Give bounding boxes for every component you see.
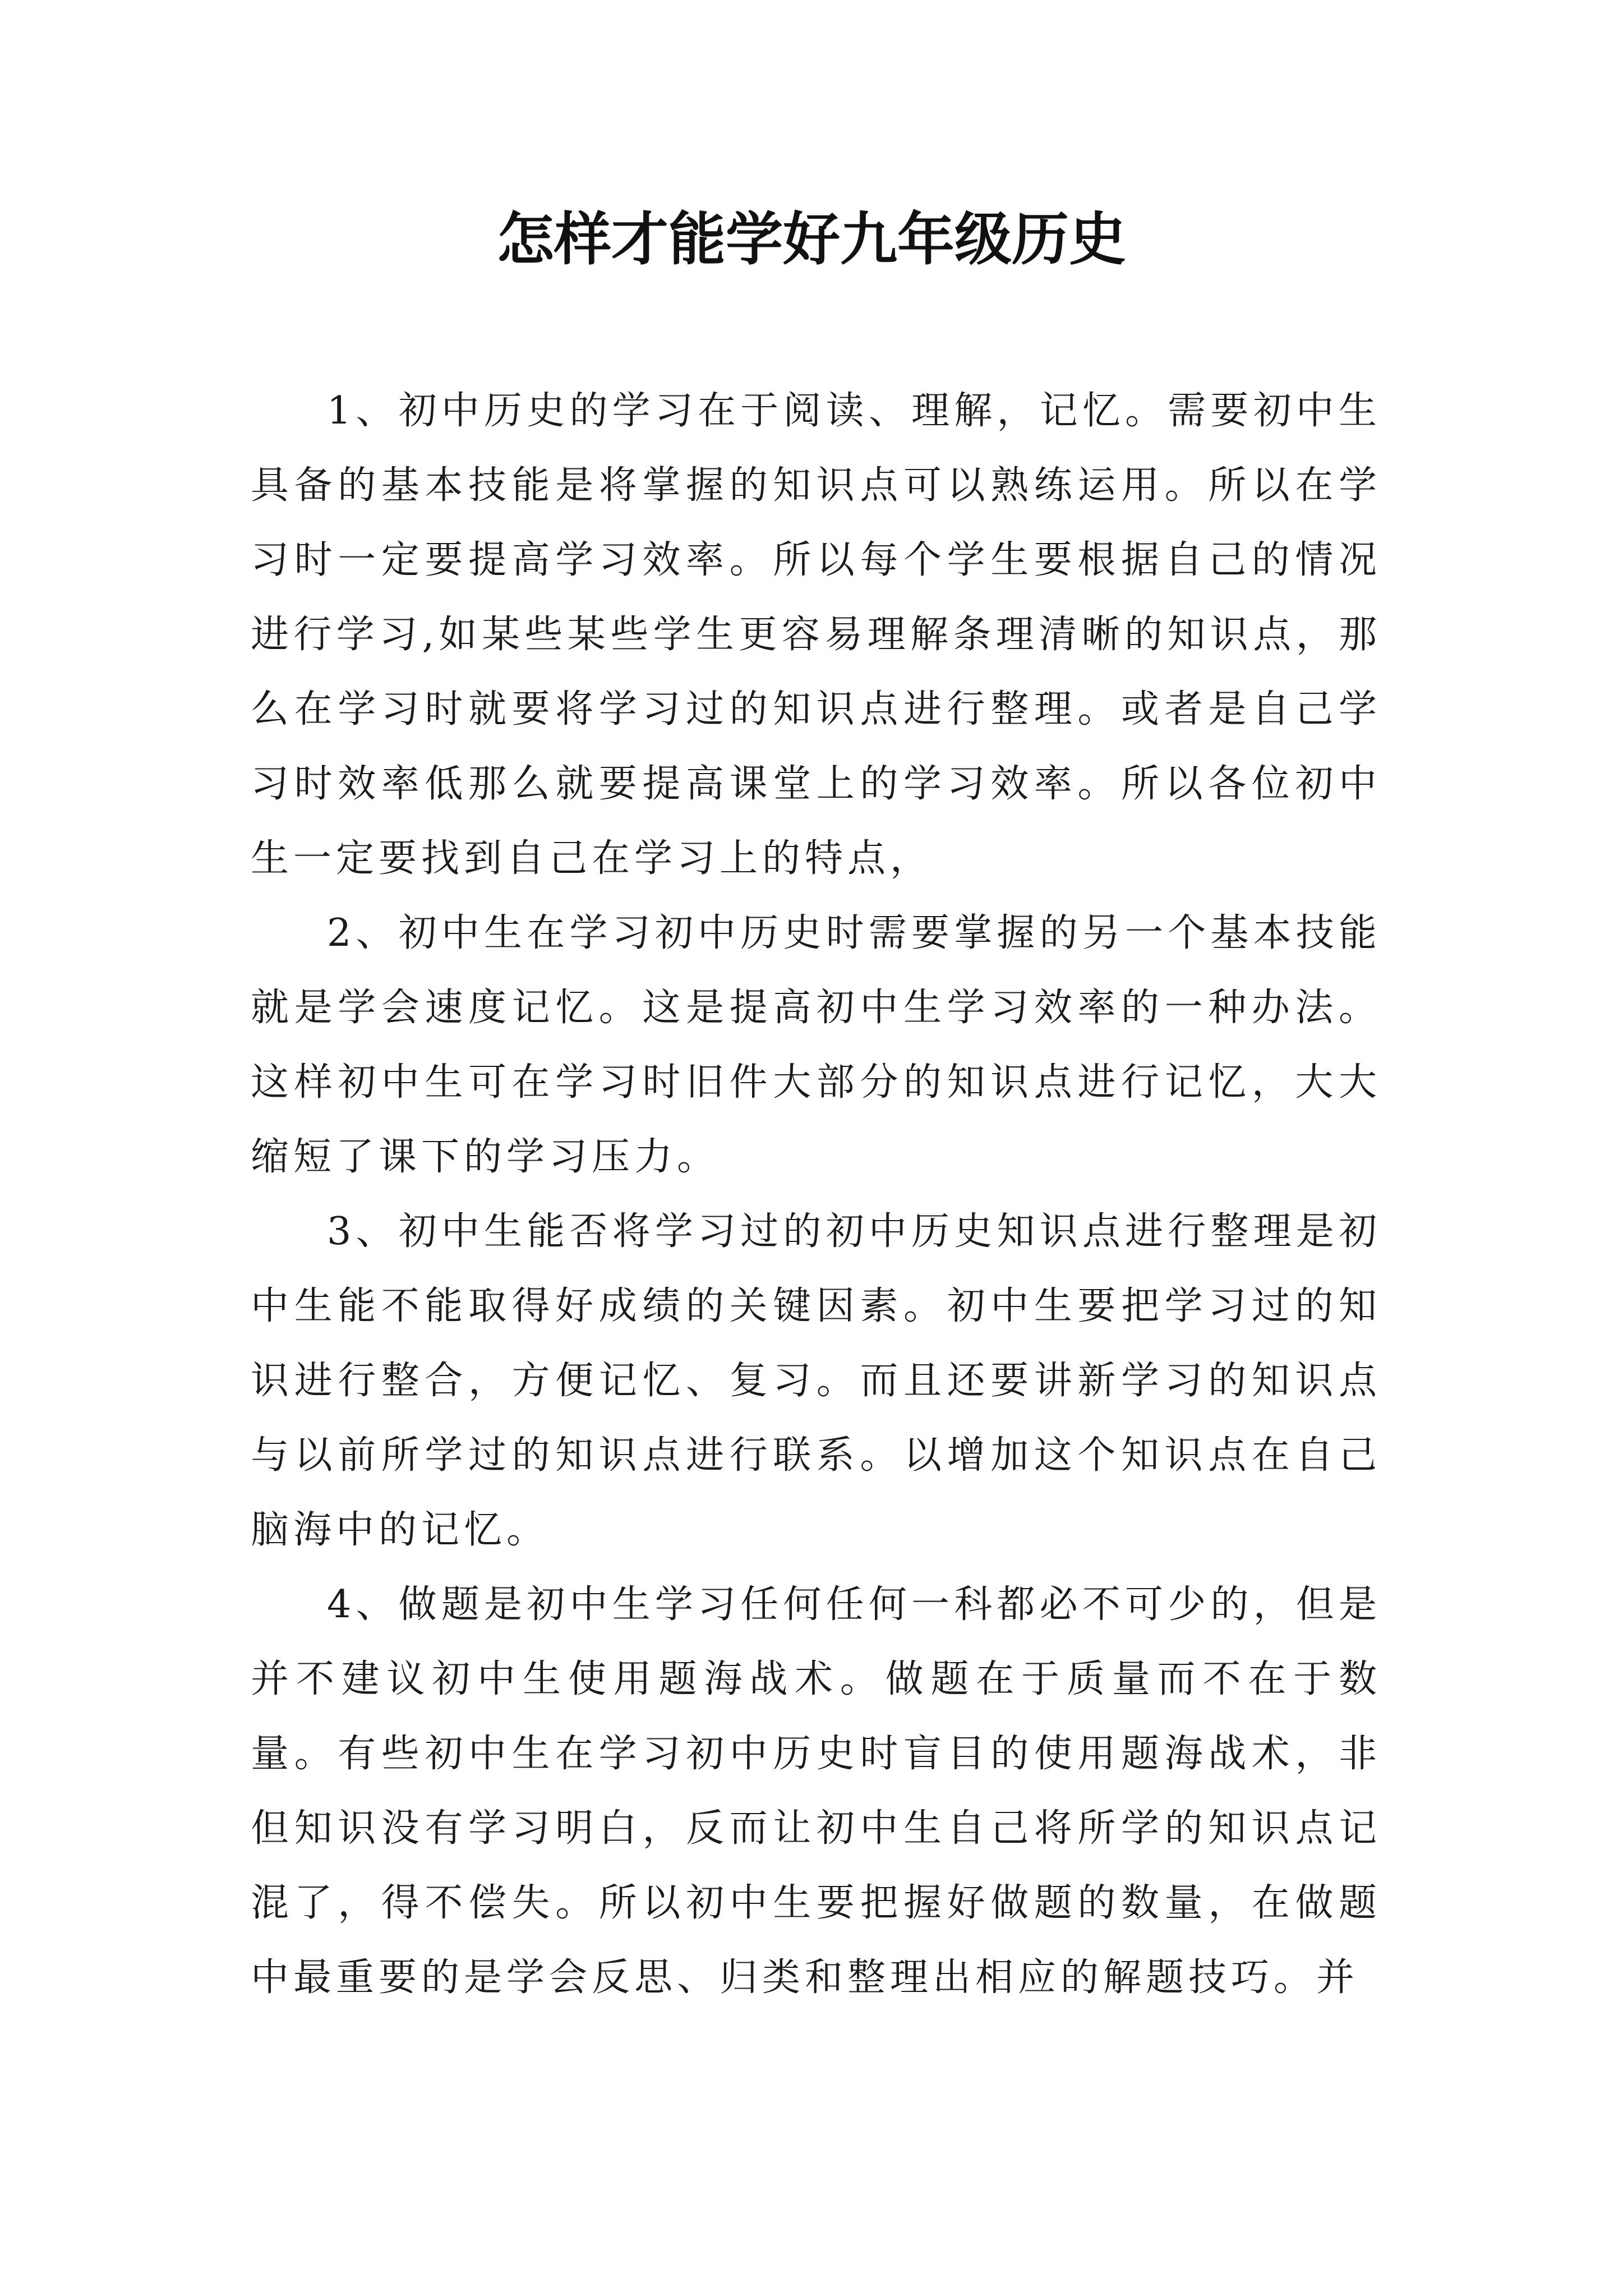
paragraph-3: 3、初中生能否将学习过的初中历史知识点进行整理是初中生能不能取得好成绩的关键因素。初中生要把学习过的知识进行整合，方便记忆、复习。而且还要讲新学习的知识点与以前所学过的知识点进行联系。以增加这个知识点在自己脑海中的记忆。 (251, 1209, 1381, 1552)
document-body (251, 374, 1381, 2015)
paragraph-4: 4、做题是初中生学习任何任何一科都必不可少的，但是并不建议初中生使用题海战术。做题在于质量而不在于数量。有些初中生在学习初中历史时盲目的使用题海战术，非但知识没有学习明白，反而让初中生自己将所学的知识点记混了，得不偿失。所以初中生要把握好做题的数量，在做题中最重要的是学会反思、归类和整理出相应的解题技巧。并 (251, 1582, 1381, 2000)
paragraph-1: 1、初中历史的学习在于阅读、理解，记忆。需要初中生具备的基本技能是将掌握的知识点可以熟练运用。所以在学习时一定要提高学习效率。所以每个学生要根据自己的情况进行学习,如某些某些学生更容易理解条理清晰的知识点，那么在学习时就要将学习过的知识点进行整理。或者是自己学习时效率低那么就要提高课堂上的学习效率。所以各位初中生一定要找到自己在学习上的特点， (251, 389, 1381, 881)
paragraph-2: 2、初中生在学习初中历史时需要掌握的另一个基本技能就是学会速度记忆。这是提高初中生学习效率的一种办法。这样初中生可在学习时旧件大部分的知识点进行记忆，大大缩短了课下的学习压力。 (251, 911, 1381, 1179)
document-title: 怎样才能学好九年级历史 (497, 206, 1126, 273)
